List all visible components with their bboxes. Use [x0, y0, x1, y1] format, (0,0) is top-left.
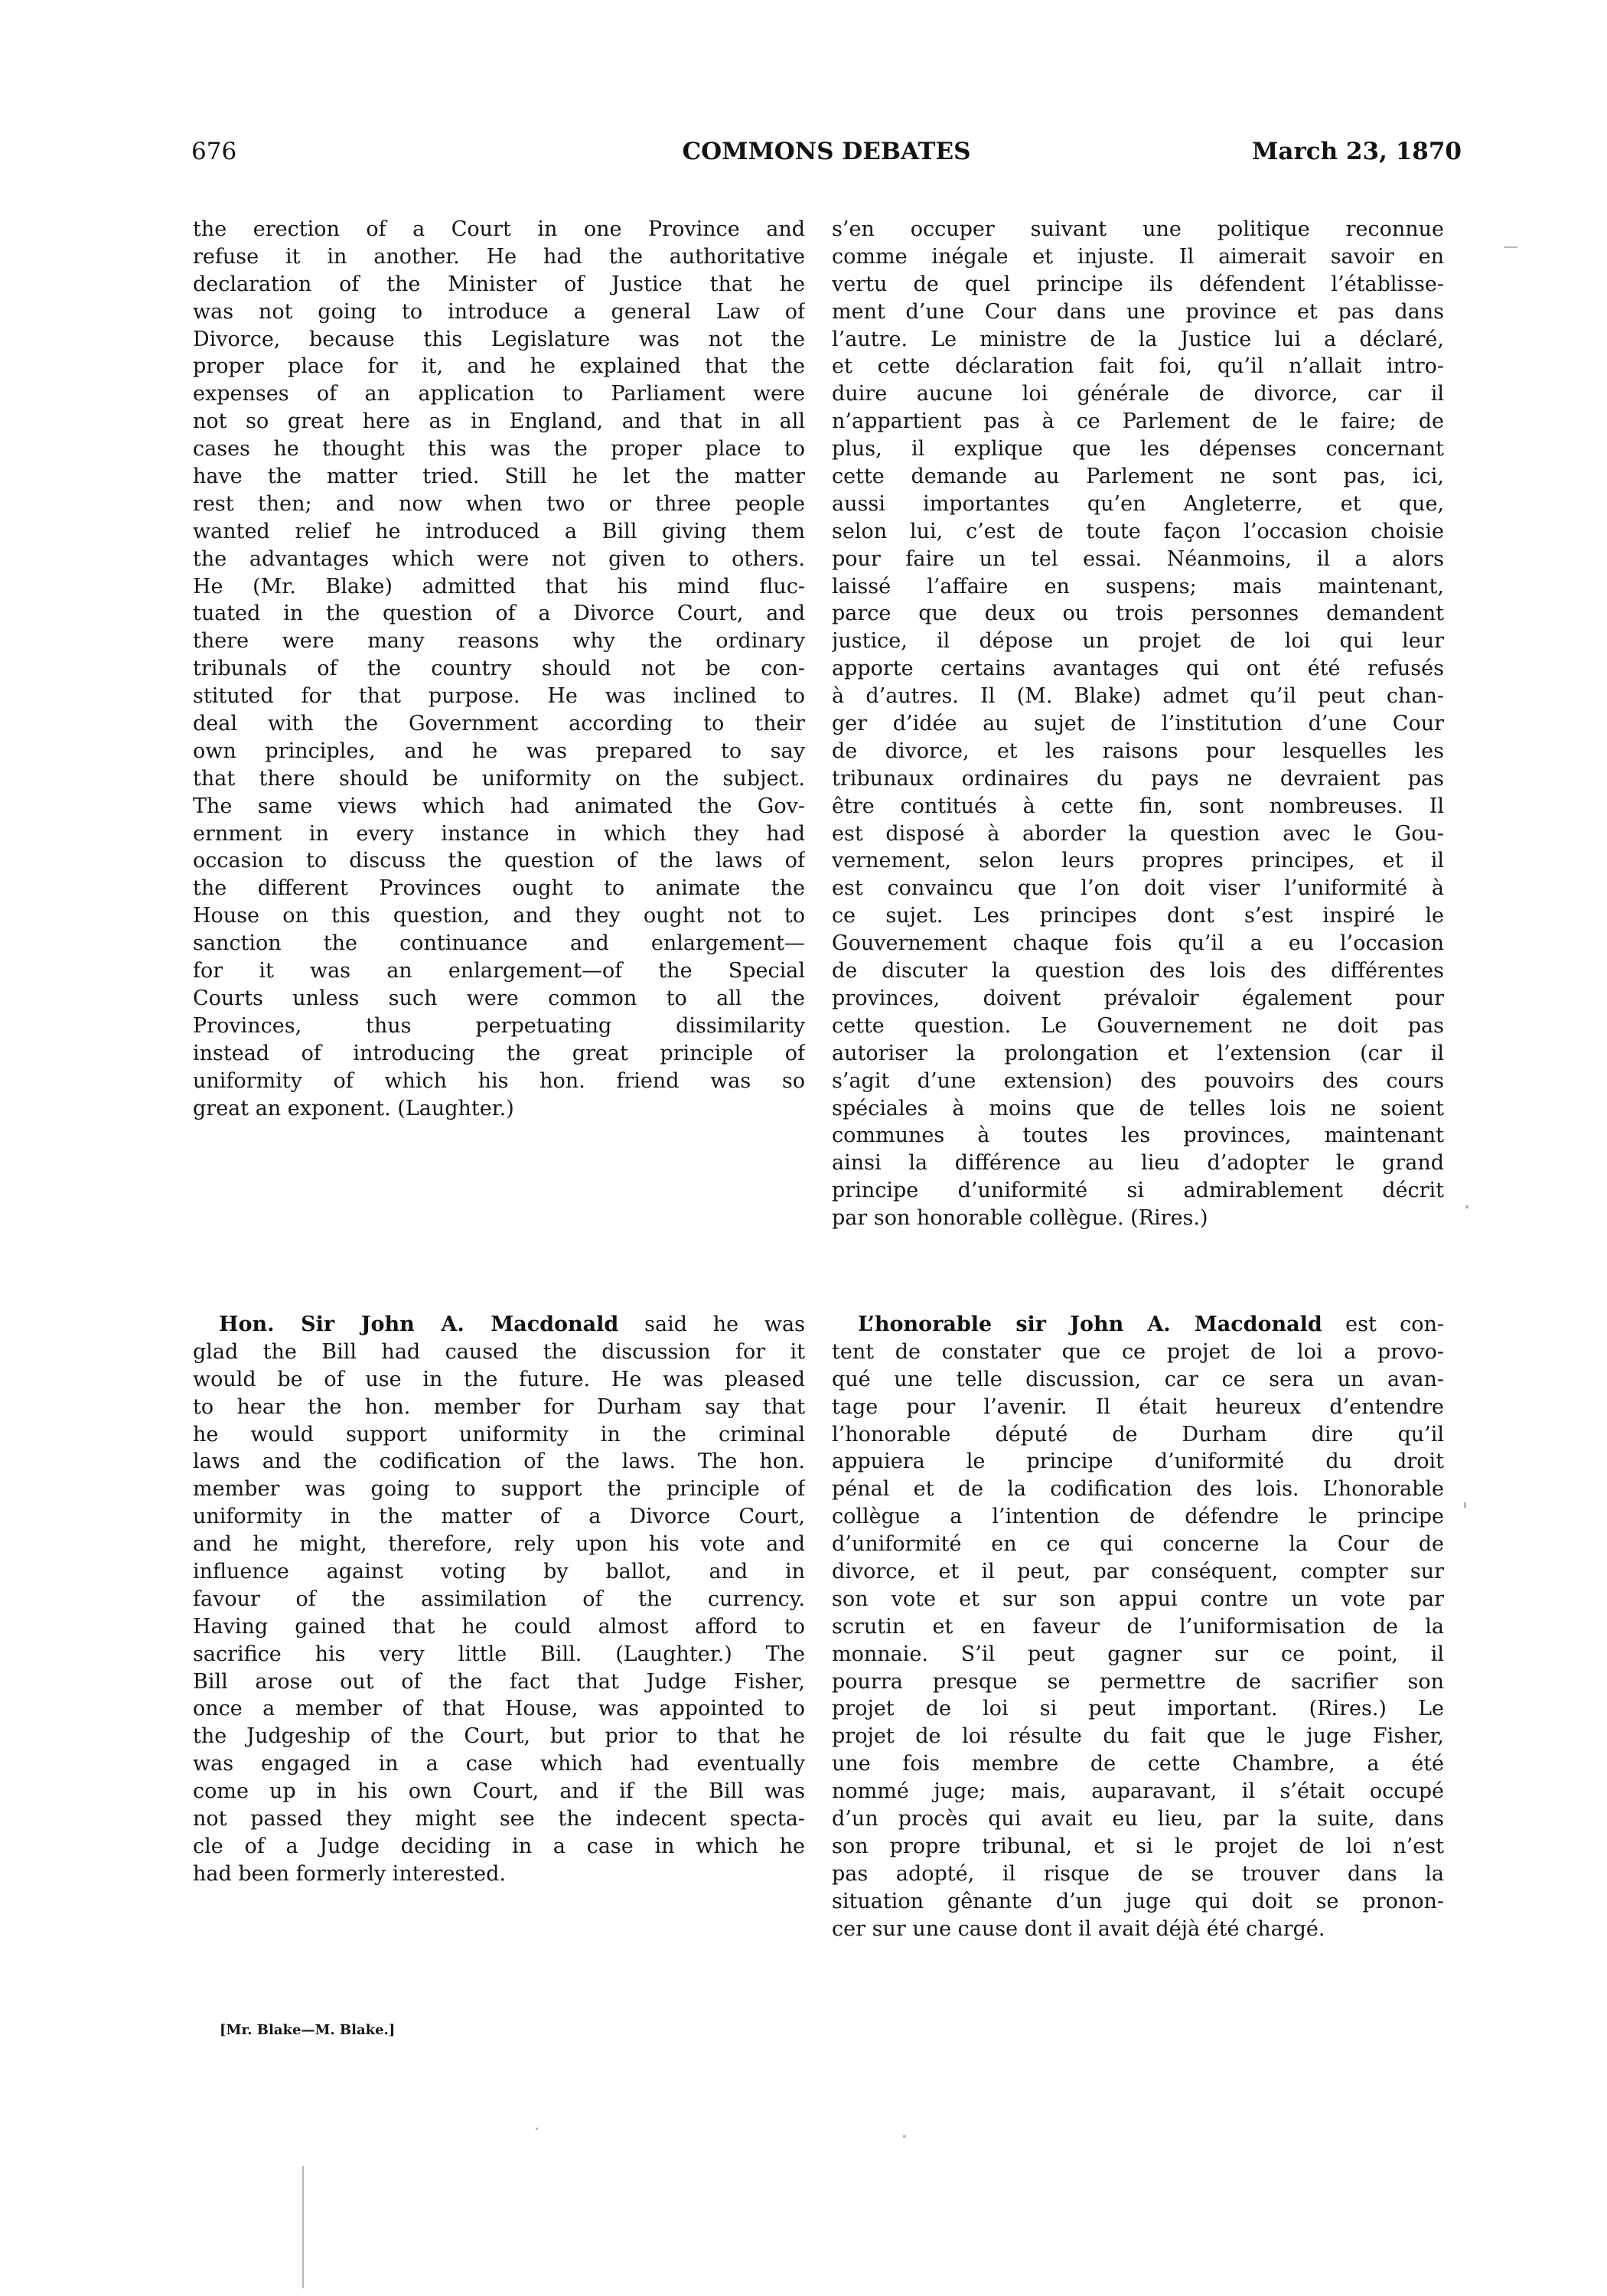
text-line: rest then; and now when two or three people	[193, 491, 805, 516]
text-line: cer sur une cause dont il avait déjà été chargé.	[832, 1916, 1325, 1941]
text-line: divorce, et il peut, par conséquent, compter sur	[832, 1560, 1444, 1584]
text-line: ment d’une Cour dans une province et pas dans	[832, 299, 1444, 324]
text-line: son propre tribunal, et si le projet de loi n’est	[832, 1834, 1444, 1858]
text-line: He (Mr. Blake) admitted that his mind fluc-	[193, 574, 805, 598]
scan-speck	[1465, 1205, 1468, 1208]
text-line: de divorce, et les raisons pour lesquelles les	[832, 739, 1444, 763]
text-line: justice, il dépose un projet de loi qui leur	[832, 629, 1444, 654]
speaker-name: L’honorable sir John A. Macdonald	[858, 1313, 1322, 1336]
scan-speck	[302, 2166, 304, 2288]
text-line: influence against voting by ballot, and in	[193, 1560, 805, 1584]
text-line: sanction the continuance and enlargement—	[193, 931, 805, 956]
text-line: par son honorable collègue. (Rires.)	[832, 1206, 1208, 1231]
text-line: wanted relief he introduced a Bill giving them	[193, 519, 805, 543]
text-line: cle of a Judge deciding in a case in which he	[193, 1834, 805, 1858]
text-line: et cette déclaration fait foi, qu’il n’allait intro-	[832, 354, 1444, 379]
text-line: ger d’idée au sujet de l’institution d’une Cour	[832, 712, 1444, 736]
text-line: Gouvernement chaque fois qu’il a eu l’occasion	[832, 931, 1444, 956]
text-line: l’autre. Le ministre de la Justice lui a déclaré,	[832, 327, 1444, 351]
text-line: the advantages which were not given to others.	[193, 546, 805, 571]
text-line: une fois membre de cette Chambre, a été	[832, 1752, 1444, 1776]
page-number: 676	[191, 138, 237, 165]
text-line: vertu de quel principe ils défendent l’établisse-	[832, 272, 1444, 296]
text-line: uniformity in the matter of a Divorce Court,	[193, 1505, 805, 1529]
text-line: cases he thought this was the proper place to	[193, 437, 805, 461]
text-line: pénal et de la codification des lois. L’honorable	[832, 1477, 1444, 1502]
scan-speck	[1464, 1502, 1466, 1508]
text-line: proper place for it, and he explained that the	[193, 354, 805, 379]
text-line: instead of introducing the great principle of	[193, 1041, 805, 1065]
text-line: pas adopté, il risque de se trouver dans la	[832, 1861, 1444, 1886]
speech-opening-line	[832, 1311, 1444, 1339]
speaker-footnote: [Mr. Blake—M. Blake.]	[220, 2022, 396, 2038]
scan-speck	[536, 2128, 538, 2130]
text-line: favour of the assimilation of the currency.	[193, 1587, 805, 1611]
text-line: come up in his own Court, and if the Bill was	[193, 1779, 805, 1804]
french-column-section-1	[832, 216, 1444, 1232]
text-line: ce sujet. Les principes dont s’est inspiré le	[832, 904, 1444, 928]
publication-title: COMMONS DEBATES	[682, 138, 971, 165]
text-line: not passed they might see the indecent specta-	[193, 1807, 805, 1831]
text-line: had been formerly interested.	[193, 1861, 506, 1886]
text-line: stituted for that purpose. He was inclined to	[193, 684, 805, 709]
text-line: declaration of the Minister of Justice that he	[193, 272, 805, 296]
text-line: and he might, therefore, rely upon his vote and	[193, 1532, 805, 1557]
text-line: projet de loi résulte du fait que le juge Fisher,	[832, 1724, 1444, 1749]
text-line: appuiera le principe d’uniformité du droit	[832, 1450, 1444, 1474]
text-line: expenses of an application to Parliament were	[193, 382, 805, 406]
text-line: cette demande au Parlement ne sont pas, ici,	[832, 465, 1444, 489]
text-line: once a member of that House, was appointed to	[193, 1697, 805, 1721]
text-line: collègue a l’intention de défendre le principe	[832, 1505, 1444, 1529]
text-line: Having gained that he could almost afford to	[193, 1614, 805, 1639]
text-line: occasion to discuss the question of the laws of	[193, 849, 805, 873]
text-line: was not going to introduce a general Law of	[193, 299, 805, 324]
text-line: Divorce, because this Legislature was not the	[193, 327, 805, 351]
text-line: would be of use in the future. He was pleased	[193, 1367, 805, 1391]
text-line: l’honorable député de Durham dire qu’il	[832, 1422, 1444, 1446]
text-line: The same views which had animated the Gov-	[193, 794, 805, 818]
text-line: son vote et sur son appui contre un vote par	[832, 1587, 1444, 1611]
page-date: March 23, 1870	[1252, 138, 1462, 165]
text-line: tuated in the question of a Divorce Court, and	[193, 602, 805, 626]
text-line: was engaged in a case which had eventually	[193, 1752, 805, 1776]
text-line: projet de loi si peut important. (Rires.) Le	[832, 1697, 1444, 1721]
text-line: cette question. Le Gouvernement ne doit pas	[832, 1013, 1444, 1038]
text-line: own principles, and he was prepared to say	[193, 739, 805, 763]
scan-speck	[1504, 246, 1517, 248]
page-header	[191, 138, 1462, 176]
text-line: autoriser la prolongation et l’extension (car il	[832, 1041, 1444, 1065]
text-line: Courts unless such were common to all the	[193, 986, 805, 1010]
text-line: that there should be uniformity on the subject.	[193, 766, 805, 791]
speech-opening-text: said he was	[618, 1313, 805, 1336]
text-line: spéciales à moins que de telles lois ne soient	[832, 1096, 1444, 1120]
speech-opening-line	[193, 1311, 805, 1339]
text-line: est disposé à aborder la question avec le Gou-	[832, 821, 1444, 846]
text-line: tent de constater que ce projet de loi a provo-	[832, 1339, 1444, 1364]
text-line: laws and the codification of the laws. The hon.	[193, 1450, 805, 1474]
text-line: pour faire un tel essai. Néanmoins, il a alors	[832, 546, 1444, 571]
text-line: deal with the Government according to their	[193, 712, 805, 736]
speech-opening-text: est con-	[1322, 1313, 1444, 1336]
text-line: tribunals of the country should not be con-	[193, 657, 805, 681]
text-line: there were many reasons why the ordinary	[193, 629, 805, 654]
text-line: qué une telle discussion, car ce sera un avan-	[832, 1367, 1444, 1391]
text-line: communes à toutes les provinces, maintenant	[832, 1124, 1444, 1148]
text-line: to hear the hon. member for Durham say that	[193, 1394, 805, 1419]
scan-speck	[903, 2135, 906, 2138]
text-line: the erection of a Court in one Province and	[193, 217, 805, 241]
text-line: situation gênante d’un juge qui doit se pronon-	[832, 1889, 1444, 1913]
text-line: vernement, selon leurs propres principes, et il	[832, 849, 1444, 873]
text-line: plus, il explique que les dépenses concernant	[832, 437, 1444, 461]
text-line: have the matter tried. Still he let the matter	[193, 465, 805, 489]
text-line: est convaincu que l’on doit viser l’uniformité à	[832, 876, 1444, 901]
text-line: duire aucune loi générale de divorce, car il	[832, 382, 1444, 406]
text-line: refuse it in another. He had the authoritative	[193, 244, 805, 269]
text-line: provinces, doivent prévaloir également pour	[832, 986, 1444, 1010]
english-column-section-2	[193, 1311, 805, 1888]
text-line: ernment in every instance in which they had	[193, 821, 805, 846]
text-line: ainsi la différence au lieu d’adopter le grand	[832, 1151, 1444, 1176]
text-line: s’en occuper suivant une politique reconnue	[832, 217, 1444, 241]
text-line: he would support uniformity in the criminal	[193, 1422, 805, 1446]
text-line: pourra presque se permettre de sacrifier son	[832, 1669, 1444, 1694]
speaker-name: Hon. Sir John A. Macdonald	[219, 1313, 619, 1336]
text-line: monnaie. S’il peut gagner sur ce point, il	[832, 1642, 1444, 1666]
text-line: n’appartient pas à ce Parlement de le faire; de	[832, 409, 1444, 434]
text-line: s’agit d’une extension) des pouvoirs des cours	[832, 1068, 1444, 1093]
text-line: Bill arose out of the fact that Judge Fisher,	[193, 1669, 805, 1694]
text-line: Provinces, thus perpetuating dissimilarity	[193, 1013, 805, 1038]
text-line: sacrifice his very little Bill. (Laughter.) The	[193, 1642, 805, 1666]
text-line: member was going to support the principle of	[193, 1477, 805, 1502]
text-line: tage pour l’avenir. Il était heureux d’entendre	[832, 1394, 1444, 1419]
text-line: apporte certains avantages qui ont été refusés	[832, 657, 1444, 681]
text-line: for it was an enlargement—of the Special	[193, 959, 805, 983]
text-line: laissé l’affaire en suspens; mais maintenant,	[832, 574, 1444, 598]
text-line: parce que deux ou trois personnes demandent	[832, 602, 1444, 626]
text-line: great an exponent. (Laughter.)	[193, 1096, 514, 1120]
text-line: House on this question, and they ought not to	[193, 904, 805, 928]
text-line: not so great here as in England, and that in all	[193, 409, 805, 434]
text-line: nommé juge; mais, auparavant, il s’était occupé	[832, 1779, 1444, 1804]
text-line: être contitués à cette fin, sont nombreuses. Il	[832, 794, 1444, 818]
text-line: the Judgeship of the Court, but prior to that he	[193, 1724, 805, 1749]
text-line: selon lui, c’est de toute façon l’occasion choisie	[832, 519, 1444, 543]
text-line: tribunaux ordinaires du pays ne devraient pas	[832, 766, 1444, 791]
text-line: principe d’uniformité si admirablement décrit	[832, 1179, 1444, 1203]
french-column-section-2	[832, 1311, 1444, 1942]
english-column-section-1	[193, 216, 805, 1122]
text-line: scrutin et en faveur de l’uniformisation de la	[832, 1614, 1444, 1639]
text-line: de discuter la question des lois des différentes	[832, 959, 1444, 983]
text-line: glad the Bill had caused the discussion for it	[193, 1339, 805, 1364]
text-line: uniformity of which his hon. friend was so	[193, 1068, 805, 1093]
text-line: d’uniformité en ce qui concerne la Cour de	[832, 1532, 1444, 1557]
text-line: comme inégale et injuste. Il aimerait savoir en	[832, 244, 1444, 269]
text-line: aussi importantes qu’en Angleterre, et que,	[832, 491, 1444, 516]
text-line: d’un procès qui avait eu lieu, par la suite, dans	[832, 1807, 1444, 1831]
text-line: the different Provinces ought to animate the	[193, 876, 805, 901]
text-line: à d’autres. Il (M. Blake) admet qu’il peut chan-	[832, 684, 1444, 709]
